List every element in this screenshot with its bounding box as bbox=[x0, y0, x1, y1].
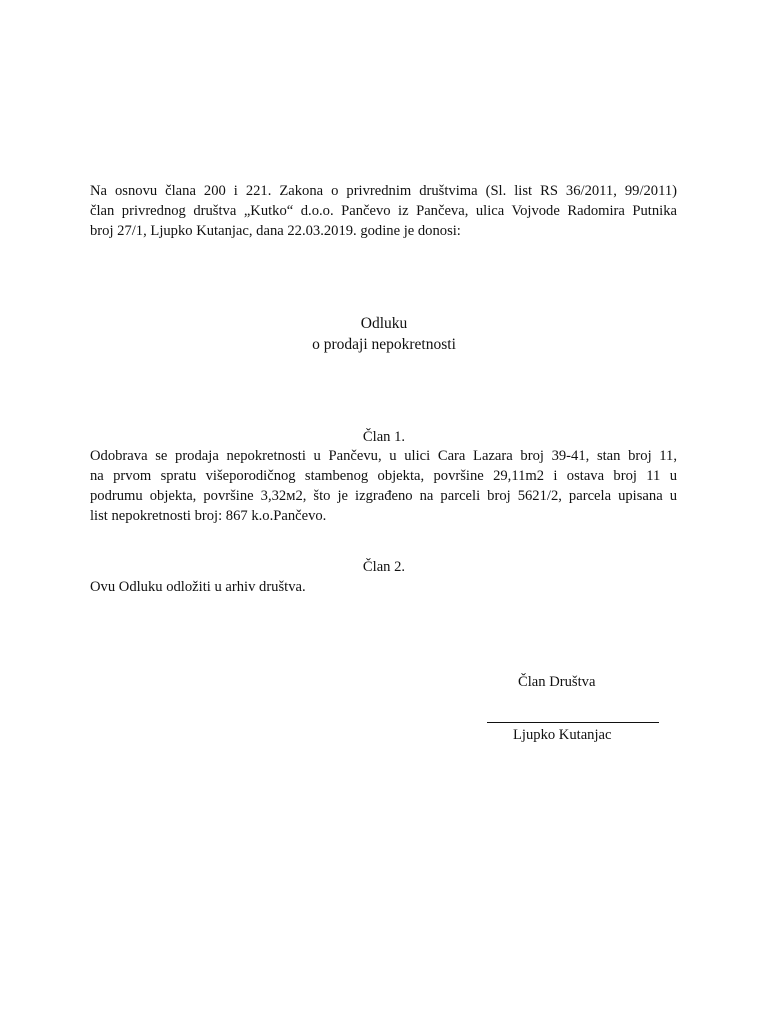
article-1-heading: Član 1. bbox=[362, 429, 406, 445]
article-1-line-4: list nepokretnosti broj: 867 k.o.Pančevo. bbox=[90, 508, 327, 524]
intro-line-2: član privrednog društva „Kutko“ d.o.o. Pančevo iz Pančeva, ulica Vojvode Radomira Putnika bbox=[90, 203, 677, 219]
article-1-line-1: Odobrava se prodaja nepokretnosti u Pančevu, u ulici Cara Lazara broj 39-41, stan broj 11, bbox=[90, 448, 677, 464]
intro-line-3: broj 27/1, Ljupko Kutanjac, dana 22.03.2019. godine je donosi: bbox=[90, 223, 461, 239]
decision-title bbox=[0, 313, 768, 355]
article-2-line-1: Ovu Odluku odložiti u arhiv društva. bbox=[90, 579, 306, 595]
article-2-heading: Član 2. bbox=[362, 559, 406, 575]
article-1-body bbox=[90, 446, 677, 526]
article-2-body bbox=[90, 577, 677, 597]
article-1-line-2: na prvom spratu višeporodičnog stambenog objekta, površine 29,11m2 i ostava broj 11 u bbox=[90, 468, 677, 484]
intro-line-1: Na osnovu člana 200 i 221. Zakona o privrednim društvima (Sl. list RS 36/2011, 99/2011) bbox=[90, 183, 677, 199]
intro-paragraph bbox=[90, 181, 677, 241]
signature-role: Član Društva bbox=[518, 674, 596, 690]
title-subtitle: o prodaji nepokretnosti bbox=[312, 336, 456, 353]
article-1-line-3: podrumu objekta, površine 3,32м2, što je izgrađeno na parceli broj 5621/2, parcela upisana u bbox=[90, 488, 677, 504]
signature-line bbox=[487, 722, 659, 723]
signature-name: Ljupko Kutanjac bbox=[513, 727, 612, 743]
title-main: Odluku bbox=[360, 315, 408, 332]
